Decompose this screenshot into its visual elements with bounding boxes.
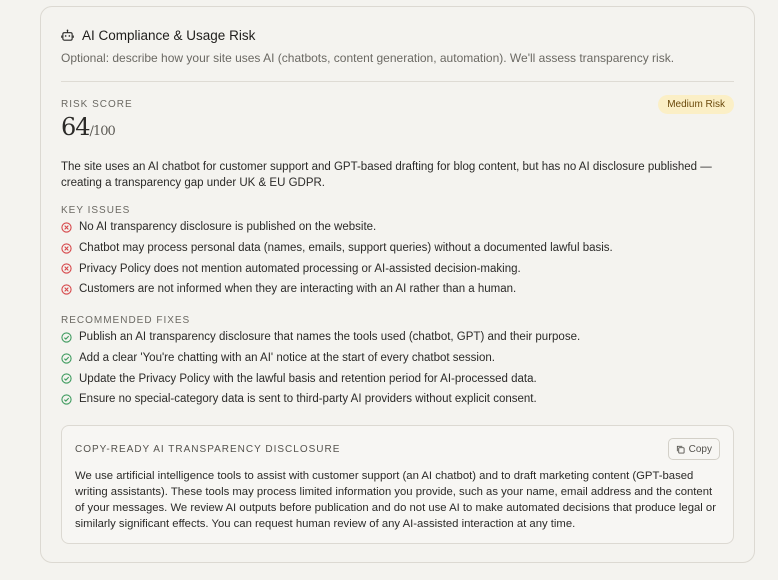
divider: [61, 81, 734, 82]
list-item: [61, 389, 734, 410]
x-circle-icon: [61, 284, 72, 295]
x-circle-icon: [61, 263, 72, 274]
fix-text: Add a clear 'You're chatting with an AI' notice at the start of every chatbot session.: [79, 352, 495, 365]
check-circle-icon: [61, 332, 72, 343]
issue-text: Customers are not informed when they are interacting with an AI rather than a human.: [79, 283, 517, 296]
list-item: [61, 368, 734, 389]
key-issues-label: KEY ISSUES: [61, 205, 131, 216]
recommended-fixes-list: [61, 327, 734, 410]
issue-text: Chatbot may process personal data (names, emails, support queries) without a documented lawful basis.: [79, 242, 613, 255]
risk-summary: The site uses an AI chatbot for customer support and GPT-based drafting for blog content, but has no AI disclosure published — creating a transparency gap under UK & EU GDPR.: [61, 161, 712, 189]
check-circle-icon: [61, 373, 72, 384]
card-title: AI Compliance & Usage Risk: [82, 28, 256, 43]
risk-score-max: /100: [89, 124, 115, 139]
ai-compliance-card: [40, 6, 755, 563]
risk-level-badge: Medium Risk: [658, 95, 734, 114]
issue-text: No AI transparency disclosure is published on the website.: [79, 221, 377, 234]
issue-text: Privacy Policy does not mention automated processing or AI-assisted decision-making.: [79, 262, 521, 275]
disclosure-text: We use artificial intelligence tools to assist with customer support (an AI chatbot) and to draft marketing content (GPT-based writing assistants). These tools may process limited information you provide, such as your name, email address and the content of your messages. We review AI outputs before publication and do not use AI to make automated decisions that produce legal or similarly significant effects. You can request human review of any AI-assisted interaction at any time.: [75, 470, 716, 530]
check-circle-icon: [61, 353, 72, 364]
list-item: [61, 217, 734, 238]
x-circle-icon: [61, 222, 72, 233]
risk-score-value: 64: [61, 113, 90, 141]
risk-score: [61, 113, 115, 141]
copy-button-label: Copy: [688, 443, 712, 455]
check-circle-icon: [61, 394, 72, 405]
disclosure-label: COPY-READY AI TRANSPARENCY DISCLOSURE: [75, 444, 341, 455]
list-item: [61, 238, 734, 259]
x-circle-icon: [61, 243, 72, 254]
list-item: [61, 348, 734, 369]
recommended-fixes-label: RECOMMENDED FIXES: [61, 315, 191, 326]
list-item: [61, 327, 734, 348]
disclosure-box: [61, 425, 734, 544]
fix-text: Ensure no special-category data is sent to third-party AI providers without explicit consent.: [79, 393, 537, 406]
card-header: [61, 28, 255, 43]
list-item: [61, 258, 734, 279]
fix-text: Publish an AI transparency disclosure that names the tools used (chatbot, GPT) and their purpose.: [79, 331, 581, 344]
card-subtitle: Optional: describe how your site uses AI (chatbots, content generation, automation). We'll assess transparency risk.: [61, 51, 675, 65]
key-issues-list: [61, 217, 734, 300]
list-item: [61, 279, 734, 300]
risk-score-label: RISK SCORE: [61, 99, 133, 110]
robot-icon: [61, 29, 74, 42]
copy-icon: [676, 445, 685, 454]
fix-text: Update the Privacy Policy with the lawful basis and retention period for AI-processed data.: [79, 372, 537, 385]
copy-button[interactable]: [668, 438, 720, 460]
